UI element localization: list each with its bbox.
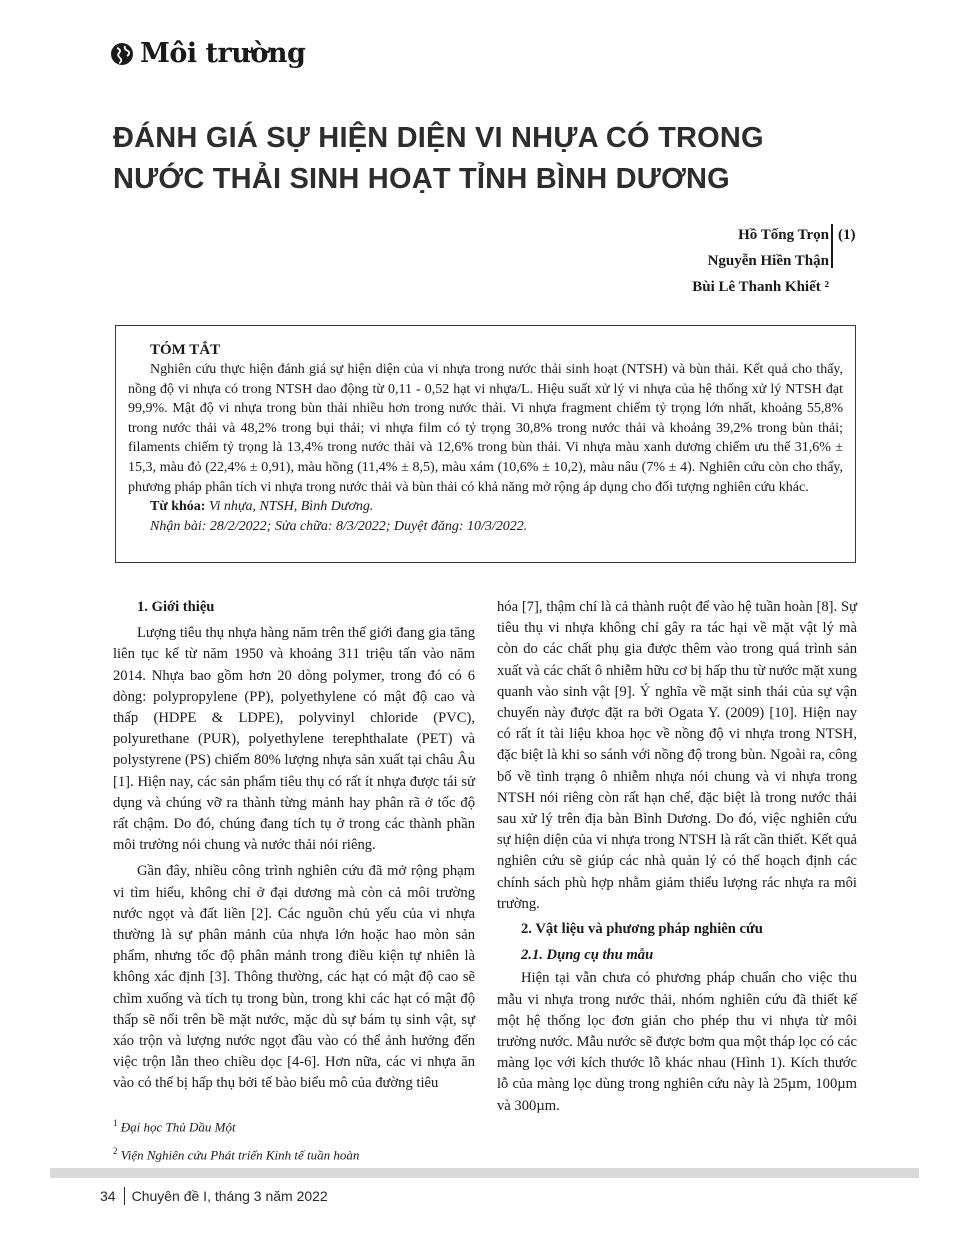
author-name: Hồ Tống Trọn: [738, 227, 829, 243]
section-heading: 2. Vật liệu và phương pháp nghiên cứu: [521, 921, 763, 938]
globe-icon: [110, 42, 134, 66]
page-footer: [100, 1187, 328, 1205]
author-list: [692, 222, 829, 300]
abstract-text: Nghiên cứu thực hiện đánh giá sự hiện diện của vi nhựa trong nước thải sinh hoạt (NTSH) và bùn thải. Kết quả cho thấy, nồng độ vi nhựa có trong NTSH dao động từ 0,11 - 0,52 hạt vi nhựa/L. Hiệu suất xử lý vi nhựa của hệ thống xử lý NTSH đạt 99,9%. Mật độ vi nhựa trong bùn thải nhiều hơn trong nước thải. Vi nhựa fragment chiếm tỷ trọng lớn nhất, khoảng 55,8% trong nước thải và 48,2% trong bụi thải; vi nhựa film có tỷ trọng 30,8% trong nước thải và khoảng 39,2% trong bùn thải; filaments chiếm tỷ trọng là 13,4% trong nước thải và 12,6% trong bùn thải. Vi nhựa màu xanh dương chiếm ưu thế 31,6% ± 15,3, màu đỏ (22,4% ± 0,91), màu hồng (11,4% ± 8,5), màu xám (10,6% ± 10,2), màu nâu (7% ± 4). Nghiên cứu còn cho thấy, phương pháp phân tích vi nhựa trong nước thải và bùn thải có khả năng mở rộng áp dụng cho đối tượng nghiên cứu khác.: [128, 362, 843, 495]
subsection-heading: 2.1. Dụng cụ thu mẫu: [521, 947, 654, 964]
article-title: [113, 118, 833, 200]
footnote: $^2$ Viện Nghiên cứu Phát triển Kinh tế tuần hoàn: [113, 1146, 360, 1163]
affiliation-mark: (1): [838, 227, 856, 243]
paragraph: Lượng tiêu thụ nhựa hàng năm trên thế giới đang gia tăng liên tục kể từ năm 1950 và khoảng 311 triệu tấn vào năm 2014. Nhựa bao gồm hơn 20 dòng polymer, trong đó có 6 dòng: polypropylene (PP), polyethylene có mật độ cao và thấp (HDPE & LDPE), polyvinyl chloride (PVC), polyurethane (PUR), polyethylene terephthalate (PET) và polystyrene (PS) chiếm 80% lượng nhựa sản xuất tại châu Âu [1]. Hiện nay, các sản phẩm tiêu thụ có rất ít nhựa được tái sử dụng và chúng vỡ ra thành từng mảnh hay phân rã ở tốc độ rất chậm. Do đó, chúng đang tích tụ ở trong các thành phần môi trường nói chung và nước thải nói riêng.: [113, 625, 475, 854]
footer-bar: [50, 1168, 919, 1178]
author-name: Bùi Lê Thanh Khiết ²: [692, 279, 829, 295]
right-column: [497, 597, 857, 1122]
paragraph: Hiện tại vẫn chưa có phương pháp chuẩn cho việc thu mẫu vi nhựa trong nước thải, nhóm nghiên cứu đã thiết kế một hệ thống lọc đơn giản cho phép thu vi nhựa từ môi trường nước. Mẫu nước sẽ được bơm qua một tháp lọc có các màng lọc với kích thước lỗ khác nhau (Hình 1). Kích thước lỗ của màng lọc dùng trong nghiên cứu này là 25µm, 100µm và 300µm.: [497, 970, 857, 1114]
title-line-1: ĐÁNH GIÁ SỰ HIỆN DIỆN VI NHỰA CÓ TRONG: [113, 122, 764, 154]
footnote: $^1$ Đại học Thủ Dầu Một: [113, 1118, 236, 1135]
dates-line: [150, 517, 843, 537]
keywords: Vi nhựa, NTSH, Bình Dương.: [208, 499, 374, 515]
paragraph: hóa [7], thậm chí là cả thành ruột để vào hệ tuần hoàn [8]. Sự tiêu thụ vi nhựa không chỉ gây ra tác hại về mặt vật lý mà còn do các chất phụ gia được thêm vào trong quá trình sản xuất và các chất ô nhiễm hữu cơ bị hấp thu từ nước mặt xung quanh vào sinh vật [9]. Ý nghĩa về mặt sinh thái của sự vận chuyển này được đặt ra bởi Ogata Y. (2009) [10]. Hiện nay có rất ít tài liệu khoa học về nồng độ vi nhựa trong NTSH, đặc biệt là khi so sánh với nồng độ trong bùn. Ngoài ra, công bố về tình trạng ô nhiễm nhựa nói chung và vi nhựa trong NTSH nói riêng còn rất hạn chế, đặc biệt là trong nước thải sau xử lý trên địa bàn Bình Dương. Do đó, việc nghiên cứu sự hiện diện của vi nhựa trong NTSH là rất cần thiết. Kết quả nghiên cứu sẽ giúp các nhà quản lý có thể hoạch định các chính sách phù hợp nhằm giảm thiểu lượng rác nhựa ra môi trường.: [497, 599, 857, 912]
section-header: [110, 38, 305, 69]
affiliation-bracket: [831, 224, 833, 268]
article-dates: Nhận bài: 28/2/2022; Sửa chữa: 8/3/2022; Duyệt đăng: 10/3/2022.: [150, 518, 528, 534]
footer-divider: [124, 1187, 125, 1205]
section-heading: 1. Giới thiệu: [137, 599, 215, 615]
abstract-heading: TÓM TẮT: [150, 342, 221, 358]
left-column: [113, 597, 475, 1100]
footnotes: [113, 1111, 513, 1168]
section-title: Môi trường: [140, 38, 306, 69]
title-line-2: NƯỚC THẢI SINH HOẠT TỈNH BÌNH DƯƠNG: [113, 163, 730, 195]
page-number: 34: [100, 1188, 116, 1204]
abstract-box: [115, 325, 856, 563]
keywords-line: [150, 497, 843, 517]
issue-label: Chuyên đề I, tháng 3 năm 2022: [131, 1188, 328, 1204]
keywords-label: Từ khóa:: [150, 499, 206, 515]
paragraph: Gần đây, nhiều công trình nghiên cứu đã mở rộng phạm vi tìm hiểu, không chỉ ở đại dương mà còn cả môi trường nước ngọt và đất liền [2]. Các nguồn chủ yếu của vi nhựa thường là sự phân mảnh của nhựa lớn hoặc hao mòn sản phẩm, nhưng tốc độ phân mảnh trong điều kiện tự nhiên là không xác định [3]. Thông thường, các hạt có mật độ cao sẽ chìm xuống và tích tụ trong bùn, trong khi các hạt có mật độ thấp sẽ nổi trên bề mặt nước, mặc dù sự bám tụ sinh vật, sự xáo trộn và lượng nước ngọt đầu vào có thể ảnh hưởng đến việc trộn lẫn theo chiều dọc [4-6]. Hơn nữa, các vi nhựa ăn vào có thể bị hấp thụ bởi tế bào biểu mô của đường tiêu: [113, 863, 475, 1092]
author-name: Nguyễn Hiền Thận: [707, 253, 829, 269]
